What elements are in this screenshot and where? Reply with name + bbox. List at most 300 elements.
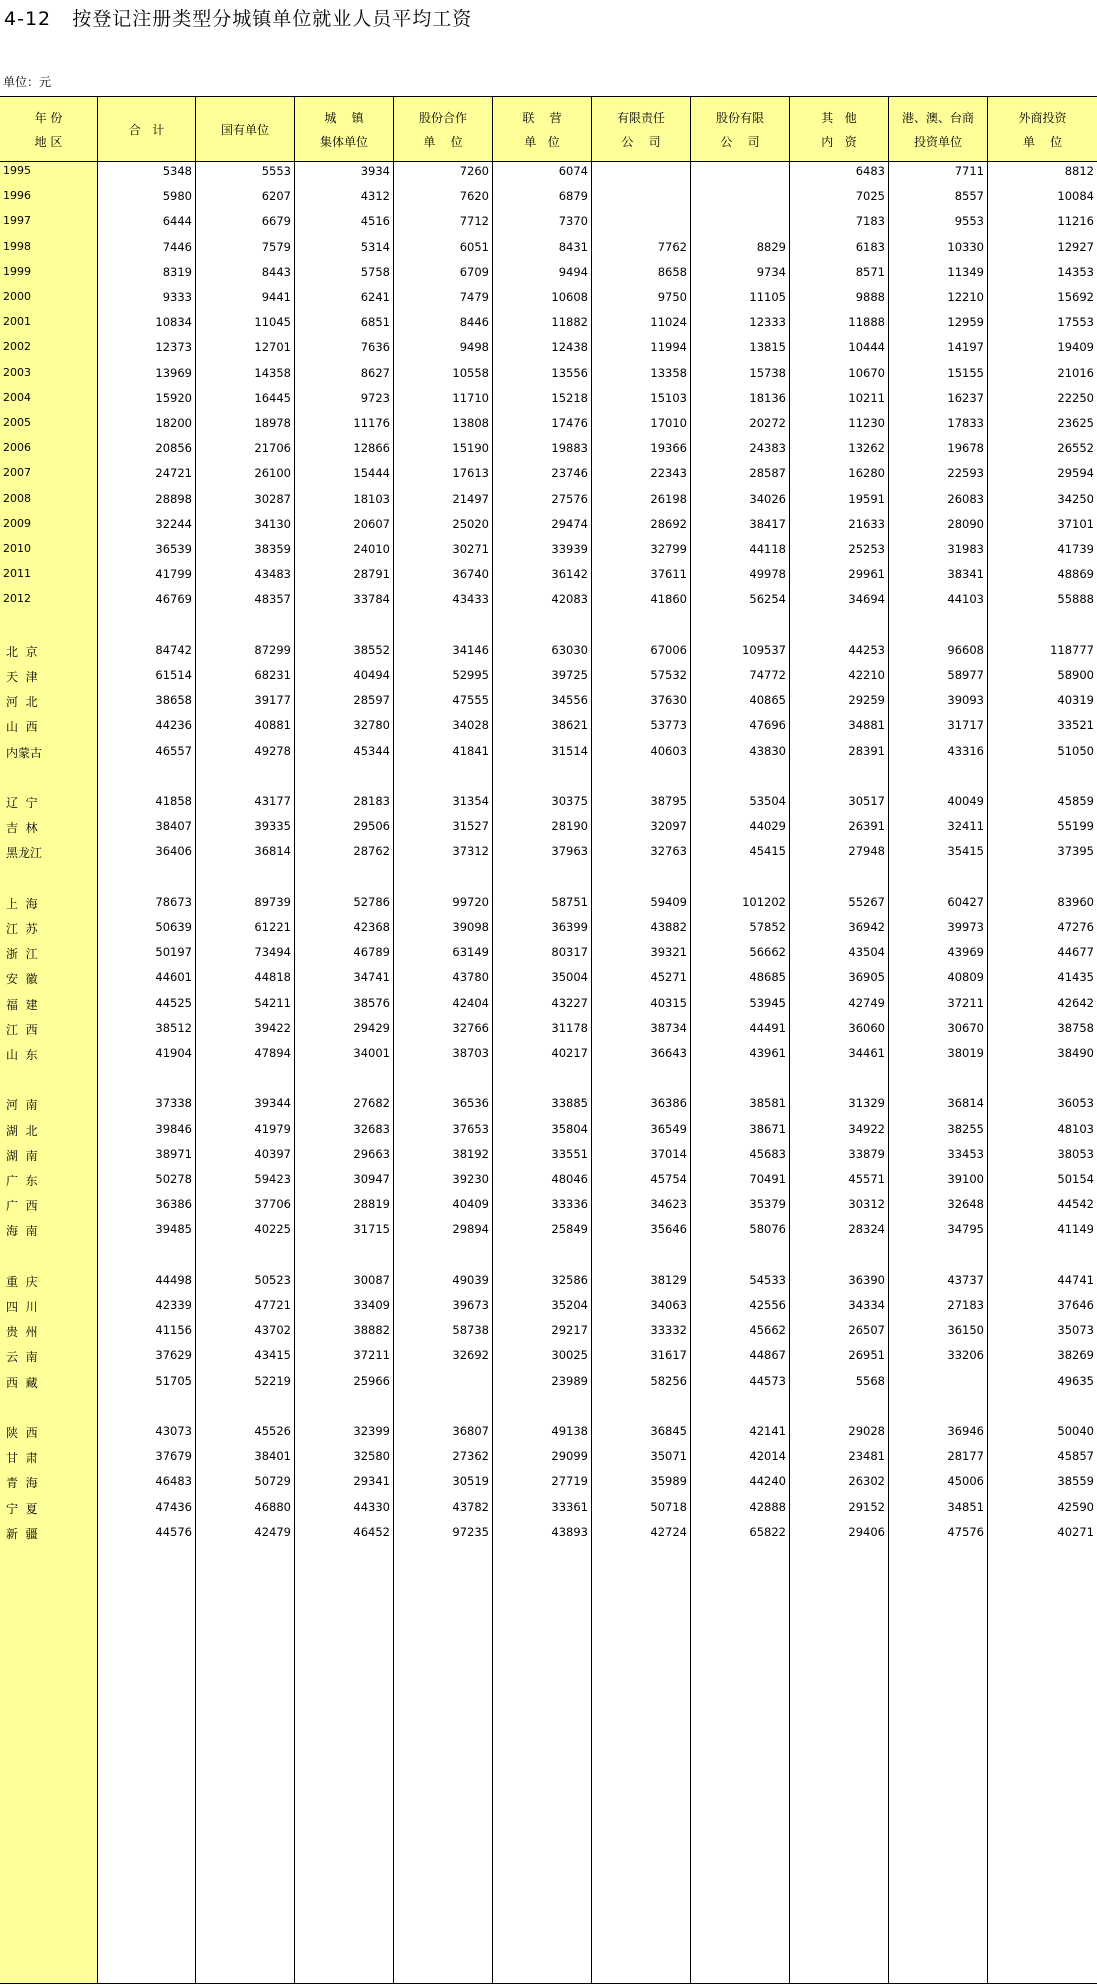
value-cell: 33784	[353, 592, 390, 607]
value-cell: 38359	[254, 542, 291, 556]
value-cell: 32399	[353, 1424, 390, 1438]
value-cell: 30087	[353, 1272, 390, 1287]
row-label: 辽 宁	[6, 796, 38, 810]
value-cell: 14197	[947, 340, 984, 355]
value-cell: 40397	[254, 1146, 291, 1161]
value-cell: 39335	[254, 819, 291, 834]
value-cell: 50729	[254, 1474, 291, 1489]
value-cell: 38734	[650, 1020, 687, 1035]
value-cell: 12438	[551, 340, 588, 355]
value-cell: 36150	[947, 1323, 984, 1338]
value-cell: 33332	[650, 1323, 687, 1338]
value-cell: 41149	[1057, 1222, 1094, 1237]
row-label: 河 北	[6, 695, 38, 710]
value-cell: 30375	[551, 794, 588, 808]
value-cell: 36905	[848, 970, 885, 985]
value-cell: 29594	[1057, 466, 1094, 481]
value-cell: 68231	[254, 668, 291, 682]
value-cell: 37653	[452, 1121, 489, 1136]
value-cell: 39673	[452, 1298, 489, 1312]
value-cell: 18978	[254, 416, 291, 430]
value-cell: 33361	[551, 1499, 588, 1514]
value-cell: 53773	[650, 718, 687, 733]
value-cell: 54533	[749, 1272, 786, 1287]
table-row	[0, 1523, 1097, 1543]
value-cell: 53945	[749, 995, 786, 1010]
value-cell: 7711	[954, 164, 984, 178]
value-cell: 13556	[551, 365, 588, 380]
value-cell: 49278	[254, 743, 291, 758]
value-cell: 37101	[1057, 516, 1094, 531]
row-label: 甘 肃	[6, 1451, 38, 1466]
value-cell: 19678	[947, 441, 984, 456]
value-cell: 11105	[749, 290, 786, 304]
value-cell: 39098	[452, 920, 489, 934]
value-cell: 33551	[551, 1146, 588, 1161]
value-cell: 30670	[947, 1020, 984, 1035]
value-cell: 10558	[452, 365, 489, 380]
value-cell: 47276	[1057, 920, 1094, 934]
value-cell: 6851	[360, 315, 390, 330]
value-cell: 35646	[650, 1222, 687, 1237]
value-cell: 43882	[650, 920, 687, 934]
table-row	[0, 1271, 1097, 1291]
value-cell: 8557	[954, 189, 984, 204]
header-col-3	[294, 97, 393, 161]
value-cell: 45571	[848, 1172, 885, 1186]
value-cell: 39177	[254, 693, 291, 708]
table-row	[0, 994, 1097, 1014]
value-cell: 44330	[353, 1499, 390, 1514]
value-cell: 26198	[650, 491, 687, 506]
value-cell: 28692	[650, 516, 687, 531]
value-cell: 26391	[848, 819, 885, 834]
value-cell: 8829	[756, 239, 786, 254]
value-cell: 36814	[947, 1096, 984, 1111]
value-cell: 7636	[360, 340, 390, 355]
value-cell: 101202	[742, 894, 786, 909]
value-cell: 19591	[848, 491, 885, 506]
row-label: 2000	[3, 290, 31, 303]
header-label: 单 位	[1022, 134, 1063, 149]
header-label: 合 计	[128, 122, 165, 137]
value-cell: 12701	[254, 340, 291, 355]
value-cell: 48685	[749, 970, 786, 985]
value-cell: 97235	[452, 1524, 489, 1539]
value-cell: 33336	[551, 1197, 588, 1212]
value-cell: 11176	[353, 416, 390, 430]
value-cell: 11882	[551, 315, 588, 330]
value-cell: 6709	[459, 264, 489, 279]
value-cell: 27682	[353, 1096, 390, 1111]
value-cell: 44542	[1057, 1197, 1094, 1212]
header-label: 单 位	[524, 134, 560, 149]
value-cell: 36386	[650, 1096, 687, 1111]
value-cell: 32586	[551, 1272, 588, 1287]
value-cell: 29429	[353, 1020, 390, 1035]
value-cell: 44601	[155, 970, 192, 985]
value-cell: 44573	[749, 1373, 786, 1388]
value-cell: 29474	[551, 516, 588, 531]
value-cell: 35204	[551, 1298, 588, 1312]
value-cell: 45271	[650, 970, 687, 985]
value-cell: 31617	[650, 1348, 687, 1363]
row-label: 西 藏	[6, 1375, 38, 1390]
header-label: 外商投资	[1018, 110, 1067, 125]
value-cell: 50040	[1057, 1424, 1094, 1438]
table-row	[0, 263, 1097, 283]
value-cell: 44867	[749, 1348, 786, 1363]
row-label: 1995	[3, 164, 31, 177]
value-cell: 40881	[254, 718, 291, 733]
value-cell: 7025	[855, 189, 885, 204]
value-cell: 6241	[360, 290, 390, 304]
value-cell: 45526	[254, 1424, 291, 1438]
value-cell: 36142	[551, 567, 588, 582]
header-col-2	[195, 97, 294, 161]
value-cell: 23481	[848, 1449, 885, 1464]
value-cell: 78673	[155, 894, 192, 909]
value-cell: 17833	[947, 416, 984, 430]
value-cell: 36386	[155, 1197, 192, 1212]
value-cell: 20856	[155, 441, 192, 456]
value-cell: 45859	[1057, 794, 1094, 808]
value-cell: 58256	[650, 1373, 687, 1388]
value-cell: 38581	[749, 1096, 786, 1111]
value-cell: 37646	[1057, 1298, 1094, 1312]
value-cell: 10330	[947, 239, 984, 254]
value-cell: 28791	[353, 567, 390, 582]
value-cell: 15444	[353, 466, 390, 481]
value-cell: 38552	[353, 642, 390, 657]
value-cell: 11230	[848, 416, 885, 430]
value-cell: 38417	[749, 516, 786, 531]
value-cell: 73494	[254, 945, 291, 960]
value-cell: 32683	[353, 1121, 390, 1136]
value-cell: 83960	[1057, 894, 1094, 909]
value-cell: 39725	[551, 668, 588, 682]
value-cell: 30519	[452, 1474, 489, 1489]
header-label: 国有单位	[220, 122, 269, 137]
value-cell: 47555	[452, 693, 489, 708]
value-cell: 58738	[452, 1323, 489, 1338]
value-cell: 34881	[848, 718, 885, 733]
value-cell: 43483	[254, 567, 291, 582]
table-row	[0, 691, 1097, 711]
value-cell: 60427	[947, 894, 984, 909]
value-cell: 38053	[1057, 1146, 1094, 1161]
table-row	[0, 464, 1097, 484]
value-cell: 41858	[155, 794, 192, 808]
value-cell: 28597	[353, 693, 390, 708]
value-cell: 37963	[551, 844, 588, 859]
value-cell: 38658	[155, 693, 192, 708]
table-row	[0, 1472, 1097, 1492]
value-cell: 36946	[947, 1424, 984, 1438]
value-cell: 35073	[1057, 1323, 1094, 1338]
value-cell: 44253	[848, 642, 885, 657]
value-cell: 36845	[650, 1424, 687, 1438]
value-cell: 65822	[749, 1524, 786, 1539]
table-row	[0, 666, 1097, 686]
value-cell: 39422	[254, 1020, 291, 1035]
row-label: 四 川	[6, 1300, 38, 1314]
value-cell: 38576	[353, 995, 390, 1010]
value-cell: 31983	[947, 542, 984, 556]
value-cell: 38512	[155, 1020, 192, 1035]
value-cell: 40319	[1057, 693, 1094, 708]
value-cell: 45006	[947, 1474, 984, 1489]
value-cell: 12333	[749, 315, 786, 330]
value-cell: 44525	[155, 995, 192, 1010]
value-cell: 9494	[558, 264, 588, 279]
value-cell: 28177	[947, 1449, 984, 1464]
value-cell: 43830	[749, 743, 786, 758]
table-row	[0, 590, 1097, 610]
row-label: 湖 南	[6, 1148, 38, 1163]
row-label: 山 西	[6, 720, 38, 735]
value-cell: 10084	[1057, 189, 1094, 204]
value-cell: 70491	[749, 1172, 786, 1186]
value-cell: 51050	[1057, 743, 1094, 758]
value-cell: 14358	[254, 365, 291, 380]
value-cell: 41904	[155, 1046, 192, 1060]
value-cell: 35071	[650, 1449, 687, 1464]
value-cell: 33885	[551, 1096, 588, 1111]
value-cell: 4312	[360, 189, 390, 204]
table-row	[0, 414, 1097, 434]
value-cell: 6879	[558, 189, 588, 204]
value-cell: 44576	[155, 1524, 192, 1539]
value-cell: 96608	[947, 642, 984, 657]
value-cell: 41979	[254, 1121, 291, 1136]
value-cell: 5568	[855, 1373, 885, 1388]
value-cell: 45683	[749, 1146, 786, 1161]
value-cell: 8443	[261, 264, 291, 279]
table-row	[0, 1372, 1097, 1392]
value-cell: 10211	[848, 390, 885, 405]
value-cell: 32780	[353, 718, 390, 733]
value-cell: 12210	[947, 290, 984, 304]
row-label: 江 西	[6, 1022, 38, 1037]
value-cell: 42479	[254, 1524, 291, 1539]
value-cell: 8431	[558, 239, 588, 254]
row-label: 1998	[3, 239, 31, 253]
value-cell: 67006	[650, 642, 687, 657]
value-cell: 47894	[254, 1046, 291, 1060]
value-cell: 34461	[848, 1046, 885, 1060]
value-cell: 36536	[452, 1096, 489, 1111]
value-cell: 24383	[749, 441, 786, 456]
value-cell: 35004	[551, 970, 588, 985]
value-cell: 49039	[452, 1272, 489, 1287]
unit-label: 单位：元	[3, 75, 52, 89]
value-cell: 37211	[353, 1348, 390, 1363]
value-cell: 29217	[551, 1323, 588, 1338]
value-cell: 36390	[848, 1272, 885, 1287]
row-label: 福 建	[6, 997, 38, 1012]
row-label: 江 苏	[6, 922, 38, 936]
value-cell: 28190	[551, 819, 588, 834]
value-cell: 32244	[155, 516, 192, 531]
value-cell: 42888	[749, 1499, 786, 1514]
value-cell: 32648	[947, 1197, 984, 1212]
value-cell: 31178	[551, 1020, 588, 1035]
value-cell: 16280	[848, 466, 885, 481]
value-cell: 33409	[353, 1298, 390, 1312]
value-cell: 40865	[749, 693, 786, 708]
row-label: 1997	[3, 214, 31, 228]
value-cell: 38019	[947, 1046, 984, 1060]
table-row	[0, 1346, 1097, 1366]
value-cell: 50154	[1057, 1172, 1094, 1186]
value-cell: 8446	[459, 315, 489, 330]
value-cell: 36807	[452, 1424, 489, 1438]
value-cell: 57852	[749, 920, 786, 934]
value-cell: 36406	[155, 844, 192, 859]
value-cell: 35804	[551, 1121, 588, 1136]
header-col-5	[492, 97, 591, 161]
value-cell: 40271	[1057, 1524, 1094, 1539]
header-col-7	[690, 97, 789, 161]
value-cell: 58977	[947, 668, 984, 682]
value-cell: 5348	[162, 164, 192, 178]
value-cell: 21633	[848, 516, 885, 531]
header-col-6	[591, 97, 690, 161]
value-cell: 38401	[254, 1449, 291, 1464]
value-cell: 109537	[742, 642, 786, 657]
value-cell: 61514	[155, 668, 192, 682]
value-cell: 9498	[459, 340, 489, 355]
value-cell: 15692	[1057, 290, 1094, 304]
value-cell: 15190	[452, 441, 489, 456]
value-cell: 38407	[155, 819, 192, 834]
table-row	[0, 641, 1097, 661]
value-cell: 21706	[254, 441, 291, 456]
table-row	[0, 162, 1097, 182]
value-cell: 56662	[749, 945, 786, 960]
table-row	[0, 893, 1097, 913]
value-cell: 32580	[353, 1449, 390, 1464]
value-cell: 87299	[254, 642, 291, 657]
value-cell: 27948	[848, 844, 885, 859]
value-cell: 38269	[1057, 1348, 1094, 1363]
table-row	[0, 1044, 1097, 1064]
row-label: 广 东	[6, 1174, 38, 1188]
value-cell: 59423	[254, 1172, 291, 1186]
value-cell: 26100	[254, 466, 291, 481]
value-cell: 38129	[650, 1272, 687, 1287]
value-cell: 34250	[1057, 491, 1094, 506]
value-cell: 38703	[452, 1046, 489, 1060]
value-cell: 30025	[551, 1348, 588, 1363]
value-cell: 38758	[1057, 1020, 1094, 1035]
value-cell: 54211	[254, 995, 291, 1010]
value-cell: 16237	[947, 390, 984, 405]
value-cell: 36539	[155, 542, 192, 556]
value-cell: 9333	[162, 290, 192, 304]
value-cell: 41435	[1057, 970, 1094, 985]
value-cell: 3934	[360, 164, 390, 178]
value-cell: 29341	[353, 1474, 390, 1489]
header-label: 联 营	[522, 110, 562, 125]
value-cell: 29406	[848, 1524, 885, 1539]
table-row	[0, 817, 1097, 837]
value-cell: 32763	[650, 844, 687, 859]
value-cell: 43073	[155, 1424, 192, 1438]
value-cell: 49138	[551, 1424, 588, 1438]
page-title: 4-12 按登记注册类型分城镇单位就业人员平均工资	[4, 8, 473, 30]
value-cell: 40409	[452, 1197, 489, 1212]
table-row	[0, 1422, 1097, 1442]
value-cell: 99720	[452, 894, 489, 909]
value-cell: 47696	[749, 718, 786, 733]
value-cell: 16445	[254, 390, 291, 405]
value-cell: 8658	[657, 264, 687, 279]
value-cell: 18136	[749, 390, 786, 405]
value-cell: 36399	[551, 920, 588, 934]
value-cell: 15103	[650, 390, 687, 405]
value-cell: 6074	[558, 164, 588, 178]
value-cell: 43702	[254, 1323, 291, 1338]
value-cell: 50197	[155, 945, 192, 960]
value-cell: 5758	[360, 264, 390, 279]
value-cell: 29663	[353, 1146, 390, 1161]
row-label: 青 海	[6, 1476, 38, 1491]
row-label: 2010	[3, 542, 31, 555]
value-cell: 8627	[360, 365, 390, 380]
value-cell: 33939	[551, 542, 588, 556]
value-cell: 30287	[254, 491, 291, 506]
row-label: 天 津	[6, 670, 38, 684]
value-cell: 47576	[947, 1524, 984, 1539]
value-cell: 15920	[155, 390, 192, 405]
value-cell: 57532	[650, 668, 687, 682]
value-cell: 13808	[452, 416, 489, 430]
value-cell: 40049	[947, 794, 984, 808]
value-cell: 29099	[551, 1449, 588, 1464]
value-cell: 39344	[254, 1096, 291, 1111]
value-cell: 44818	[254, 970, 291, 985]
value-cell: 6183	[855, 239, 885, 254]
row-label: 吉 林	[6, 821, 38, 836]
value-cell: 34146	[452, 642, 489, 657]
value-cell: 45344	[353, 743, 390, 758]
value-cell: 48103	[1057, 1121, 1094, 1136]
value-cell: 7762	[657, 239, 687, 254]
header-col-8	[789, 97, 888, 161]
value-cell: 40315	[650, 995, 687, 1010]
value-cell: 45857	[1057, 1449, 1094, 1464]
value-cell: 17613	[452, 466, 489, 481]
value-cell: 28762	[353, 844, 390, 859]
value-cell: 36814	[254, 844, 291, 859]
value-cell: 21016	[1057, 365, 1094, 380]
table-row	[0, 212, 1097, 232]
value-cell: 29259	[848, 693, 885, 708]
value-cell: 9888	[855, 290, 885, 304]
value-cell: 20272	[749, 416, 786, 430]
value-cell: 7183	[855, 214, 885, 229]
row-label: 上 海	[6, 896, 38, 911]
header-label: 城 镇	[324, 110, 364, 125]
value-cell: 42590	[1057, 1499, 1094, 1514]
value-cell: 9553	[954, 214, 984, 229]
value-cell: 36643	[650, 1046, 687, 1060]
value-cell: 41841	[452, 743, 489, 758]
value-cell: 29961	[848, 567, 885, 582]
value-cell: 28587	[749, 466, 786, 481]
